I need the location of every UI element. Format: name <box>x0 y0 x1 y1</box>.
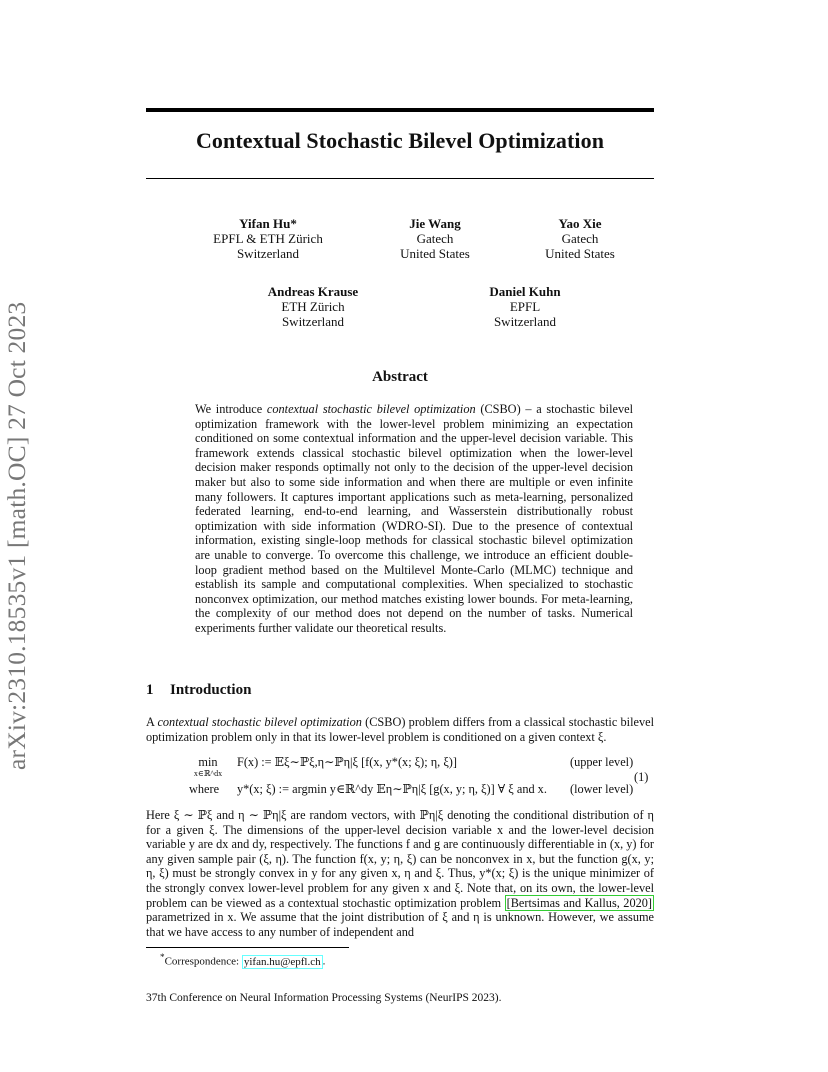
conference-note: 37th Conference on Neural Information Processing Systems (NeurIPS 2023). <box>146 992 502 1004</box>
para-lead: A <box>146 715 158 729</box>
equation-where: where <box>189 782 220 796</box>
author-block <box>460 284 590 329</box>
abstract-body: (CSBO) – a stochastic bilevel optimization framework with the lower-level problem minimizing an expectation conditioned on some contextual information and the upper-level decision variable. This framework extends classical stochastic bilevel optimization when the lower-level decision maker responds optimally not only to the decision of the upper-level decision maker but also to some side information and when there are multiple or even infinite many followers. It captures important applications such as meta-learning, personalized federated learning, end-to-end learning, and Wasserstein distributionally robust optimization with side information (WDRO-SI). Due to the presence of contextual information, existing single-loop methods for classical stochastic bilevel optimization are unable to converge. To overcome this challenge, we introduce an efficient double-loop gradient method based on the Multilevel Monte-Carlo (MLMC) technique and establish its sample and computational complexities. When specialized to stochastic nonconvex optimization, our method matches existing lower bounds. For meta-learning, the complexity of our method does not depend on the number of tasks. Numerical experiments further validate our theoretical results. <box>195 402 633 635</box>
citation-link[interactable]: [Bertsimas and Kallus, 2020] <box>506 895 652 910</box>
author-affiliation: EPFL <box>509 299 541 314</box>
footnote-end: . <box>322 955 326 968</box>
author-block <box>248 284 378 329</box>
author-name: Jie Wang <box>409 216 461 231</box>
author-affiliation: Gatech <box>561 231 599 246</box>
author-name: Andreas Krause <box>267 284 359 299</box>
equation-min-operator <box>188 755 228 778</box>
equation-min-subscript: x∈ℝ^dx <box>193 769 223 778</box>
title-bottom-rule <box>146 178 654 179</box>
para-term: contextual stochastic bilevel optimization <box>157 715 362 729</box>
equation-upper-level: F(x) := 𝔼ξ∼ℙξ,η∼ℙη|ξ [f(x, y*(x; ξ); η, ξ)] <box>237 755 457 769</box>
equation-lower-level: y*(x; ξ) := argmin y∈ℝ^dy 𝔼η∼ℙη|ξ [g(x, y; η, ξ)] ∀ ξ and x. <box>237 782 547 796</box>
section-heading <box>146 682 251 699</box>
para-part1: Here ξ ∼ ℙξ and η ∼ ℙη|ξ are random vectors, with ℙη|ξ denoting the conditional distribution of η for a given ξ. The dimensions of the upper-level decision variable x and the lower-level decision variable y are dx and dy, respectively. The functions f and g are continuously differentiable in (x, y) for any given sample pair (ξ, η). The function f(x, y; η, ξ) can be nonconvex in x, but the function g(x, y; η, ξ) must be strongly convex in y for any given x, η and ξ. Thus, y*(x; ξ) is the unique minimizer of the strongly convex lower-level problem for any given x and ξ. Note that, on its own, the lower-level problem can be viewed as a contextual stochastic optimization problem <box>146 808 654 910</box>
equation-upper-tag: (upper level) <box>570 755 634 769</box>
footnote-mark: * <box>160 952 165 962</box>
author-country: United States <box>545 246 615 261</box>
intro-paragraph-2 <box>146 808 654 939</box>
title-top-rule <box>146 108 654 112</box>
author-affiliation: EPFL & ETH Zürich <box>213 231 323 246</box>
footnote <box>160 952 325 968</box>
author-name: Daniel Kuhn <box>489 284 561 299</box>
para-part2: parametrized in x. We assume that the joint distribution of ξ and η is unknown. However, we assume that we have access to any number of independent and <box>146 910 654 939</box>
author-country: Switzerland <box>281 314 345 329</box>
paper-title: Contextual Stochastic Bilevel Optimization <box>195 128 605 153</box>
equation-min: min <box>198 755 218 769</box>
author-block <box>515 216 645 261</box>
email-link[interactable]: yifan.hu@epfl.ch <box>243 955 321 968</box>
footnote-text: Correspondence: <box>164 955 242 968</box>
author-block <box>198 216 338 261</box>
para-body: (CSBO) problem differs from a classical stochastic bilevel optimization problem only in that its lower-level problem is conditioned on a given context ξ. <box>146 715 654 744</box>
footnote-rule <box>146 947 349 948</box>
abstract-term: contextual stochastic bilevel optimization <box>266 402 476 416</box>
author-country: United States <box>400 246 470 261</box>
arxiv-identifier: arXiv:2310.18535v1 [math.OC] 27 Oct 2023 <box>2 301 31 770</box>
author-country: Switzerland <box>493 314 557 329</box>
author-affiliation: Gatech <box>416 231 454 246</box>
intro-paragraph-1 <box>146 715 654 744</box>
author-name: Yifan Hu* <box>239 216 297 231</box>
section-title: Introduction <box>170 682 252 698</box>
abstract-text <box>195 402 633 636</box>
author-block <box>370 216 500 261</box>
equation-number: (1) <box>634 770 649 784</box>
section-number: 1 <box>146 682 154 698</box>
equation-lower-tag: (lower level) <box>570 782 634 796</box>
abstract-heading: Abstract <box>372 369 428 385</box>
author-name: Yao Xie <box>558 216 602 231</box>
author-country: Switzerland <box>236 246 300 261</box>
author-affiliation: ETH Zürich <box>281 299 345 314</box>
abstract-lead: We introduce <box>195 402 267 416</box>
